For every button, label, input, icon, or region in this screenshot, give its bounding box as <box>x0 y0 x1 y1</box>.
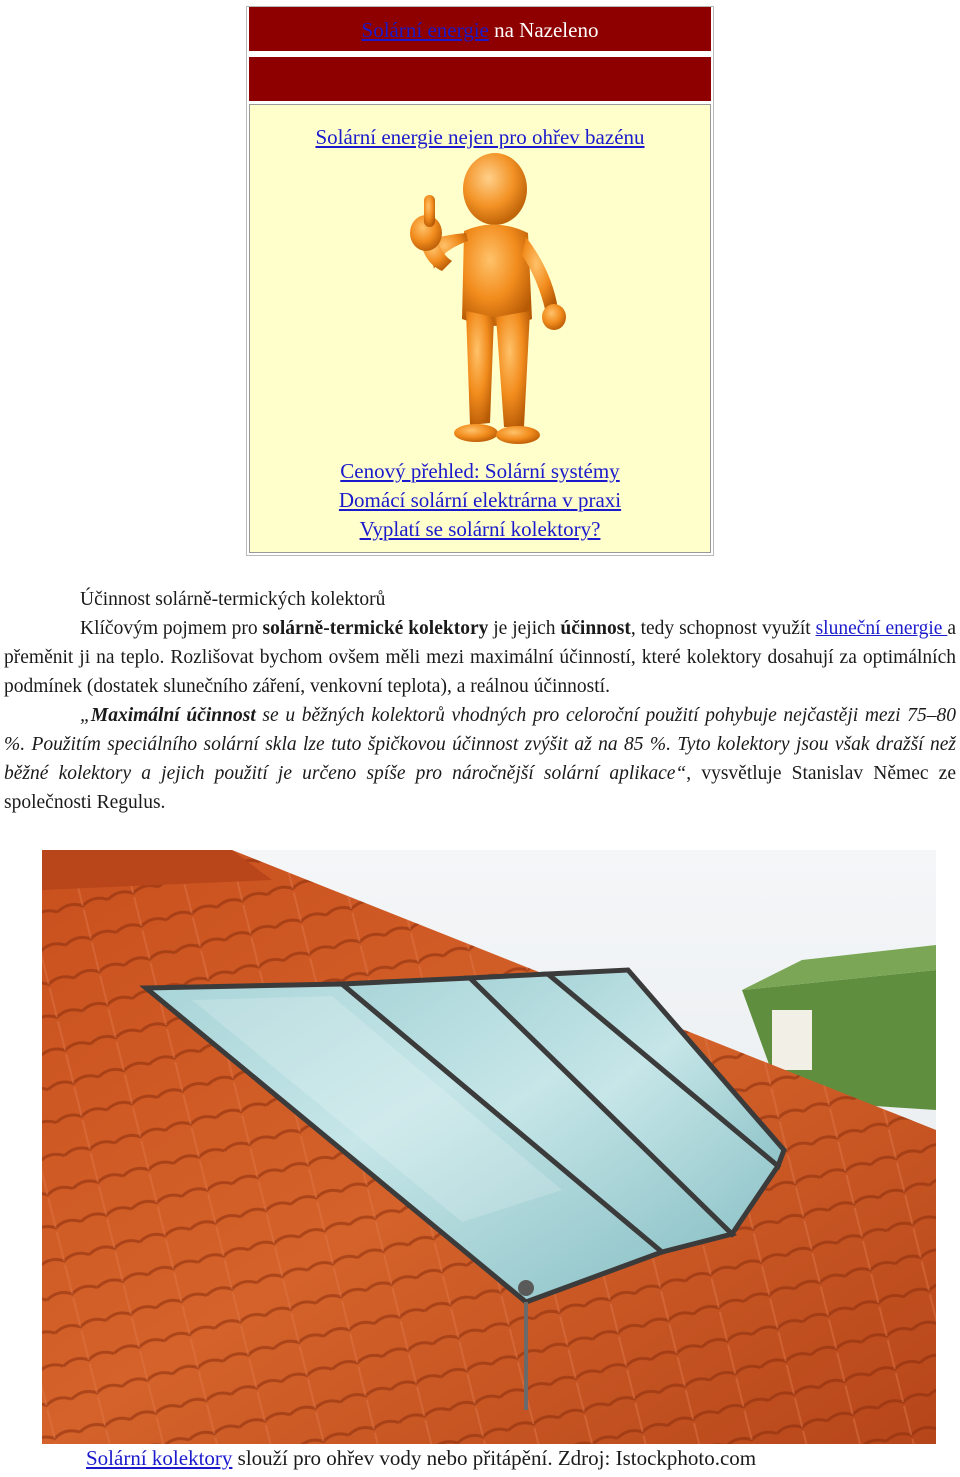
quote-open: „ <box>80 705 91 726</box>
paragraph-quote <box>4 701 956 817</box>
paragraph-efficiency <box>4 614 956 701</box>
p1-text-3: , tedy schopnost využít <box>630 618 816 639</box>
quote-attribution: , vysvětluje Stanislav Němec ze společnosti Regulus. <box>4 763 956 813</box>
solar-collectors-on-roof-image <box>42 850 936 1444</box>
quote-bold-max-efficiency: Maximální účinnost <box>90 705 256 726</box>
sidebar-header <box>249 7 711 51</box>
sidebar-box <box>246 6 714 556</box>
p1-bold-efficiency: účinnost <box>560 618 631 639</box>
link-domaci-elektrarna[interactable]: Domácí solární elektrárna v praxi <box>338 488 622 512</box>
p1-text-1: Klíčovým pojmem pro <box>80 618 263 639</box>
article <box>4 585 956 817</box>
sidebar-bar <box>249 57 711 101</box>
photo-caption <box>86 1443 756 1473</box>
article-heading: Účinnost solárně-termických kolektorů <box>80 589 386 610</box>
link-cenovy-prehled[interactable]: Cenový přehled: Solární systémy <box>340 459 620 483</box>
p1-bold-collectors: solárně-termické kolektory <box>262 618 489 639</box>
sidebar-header-link[interactable]: Solární energie <box>361 18 489 42</box>
sidebar-body <box>249 104 711 553</box>
sidebar-header-suffix: na Nazeleno <box>488 18 599 42</box>
quote-text: se u běžných kolektorů vhodných pro celoroční použití pohybuje nejčastěji mezi 75–80 %. Použitím speciálního solární skla lze tuto špičkovou účinnost zvýšit až na 85 %. Tyto kolektory jsou však dražší než běžné kolektory a jejich použití je určeno spíše pro náročnější solární aplikace <box>4 705 956 784</box>
link-vyplati-se[interactable]: Vyplatí se solární kolektory? <box>359 517 601 541</box>
caption-text: slouží pro ohřev vody nebo přitápění. Zdroj: Istockphoto.com <box>232 1446 757 1470</box>
p1-text-2: je jejich <box>488 618 561 639</box>
quote-close: “ <box>675 763 687 784</box>
caption-link[interactable]: Solární kolektory <box>86 1446 233 1470</box>
sidebar-links <box>250 457 710 544</box>
promo-link[interactable]: Solární energie nejen pro ohřev bazénu <box>315 125 645 149</box>
thumbs-up-figure-icon[interactable] <box>390 151 580 451</box>
p1-text-4: a přeměnit ji na teplo. Rozlišovat bychom ovšem měli mezi maximální účinností, které kolektory dosahují za optimálních podmínek (dostatek slunečního záření, venkovní teplota), a reálnou účinností. <box>4 618 957 697</box>
sidebar-promo <box>250 125 710 150</box>
solar-energy-link[interactable]: sluneční energie <box>815 618 948 639</box>
